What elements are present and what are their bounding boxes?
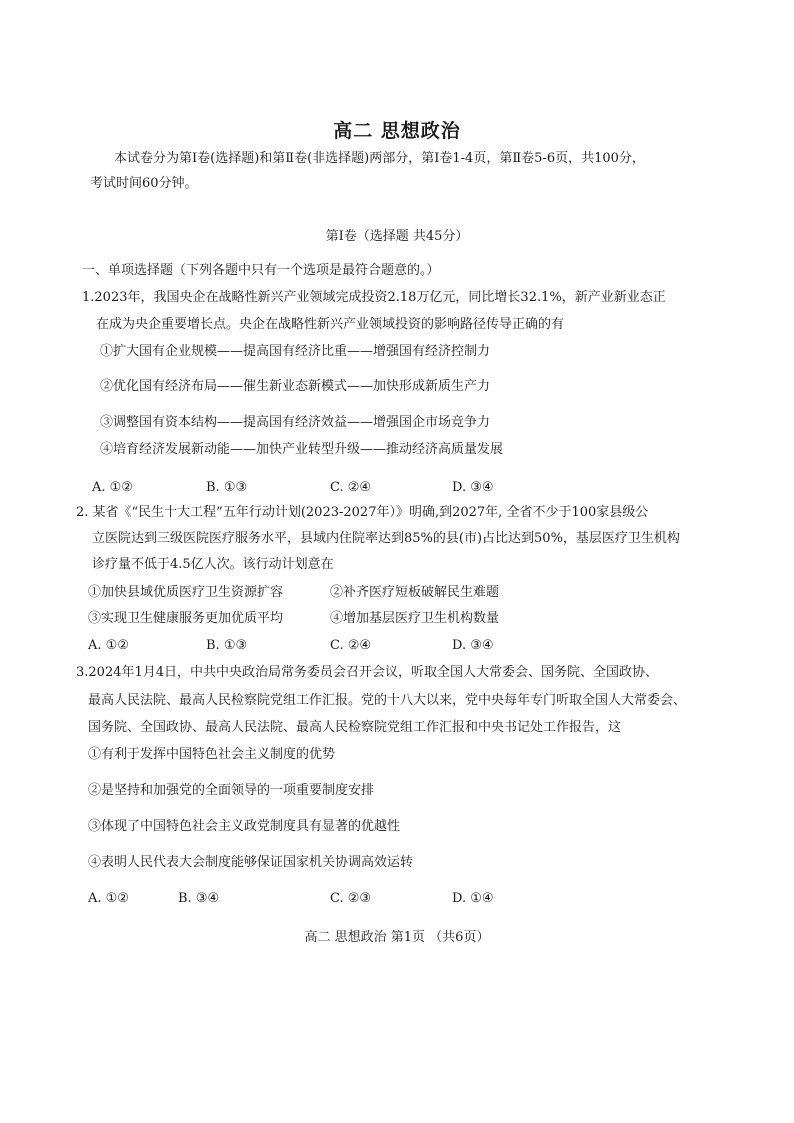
question-1-item-1: ①扩大国有企业规模——提高国有经济比重——增强国有经济控制力 [100, 344, 491, 359]
question-3-option-b: B. ③④ [178, 891, 220, 906]
question-2-item-4: ④增加基层医疗卫生机构数量 [330, 611, 500, 626]
question-1-stem-line-2: 在成为央企重要增长点。央企在战略性新兴产业领域投资的影响路径传导正确的有 [96, 317, 565, 332]
part-title: 一、单项选择题（下列各题中只有一个选项是最符合题意的。） [82, 263, 440, 278]
question-2-stem-line-1: 2. 某省《“民生十大工程”五年行动计划(2023-2027年）》明确,到2027年, 全省不少于100家县级公 [76, 505, 649, 520]
question-1-option-a: A. ①② [92, 480, 133, 495]
question-2-option-b: B. ①③ [206, 638, 248, 653]
question-1-stem-line-1: 1.2023年，我国央企在战略性新兴产业领域完成投资2.18万亿元，同比增长32.1%，新产业新业态正 [82, 290, 666, 305]
question-3-option-d: D. ①④ [452, 891, 494, 906]
question-2-option-d: D. ③④ [452, 638, 494, 653]
question-2-item-3: ③实现卫生健康服务更加优质平均 [88, 611, 284, 626]
question-3-stem-line-1: 3.2024年1月4日，中共中央政治局常务委员会召开会议，听取全国人大常委会、国务院、全国政协、 [76, 665, 659, 680]
question-3-item-3: ③体现了中国特色社会主义政党制度具有显著的优越性 [88, 819, 401, 834]
question-2-item-2: ②补齐医疗短板破解民生难题 [330, 585, 500, 600]
intro-line-2: 考试时间60分钟。 [90, 176, 198, 191]
question-2-stem-line-3: 诊疗量不低于4.5亿人次。该行动计划意在 [92, 557, 334, 572]
question-3-option-a: A. ①② [88, 891, 129, 906]
question-3-item-1: ①有利于发挥中国特色社会主义制度的优势 [88, 747, 336, 762]
question-1-item-2: ②优化国有经济布局——催生新业态新模式——加快形成新质生产力 [100, 379, 491, 394]
page-footer: 高二 思想政治 第1页 （共6页） [304, 930, 490, 945]
question-1-item-3: ③调整国有资本结构——提高国有经济效益——增强国企市场竞争力 [100, 415, 491, 430]
question-3-item-4: ④表明人民代表大会制度能够保证国家机关协调高效运转 [88, 855, 414, 870]
intro-line-1: 本试卷分为第Ⅰ卷(选择题)和第Ⅱ卷(非选择题)两部分，第Ⅰ卷1-4页，第Ⅱ卷5-6页，共100分， [114, 151, 645, 166]
question-1-option-c: C. ②④ [330, 480, 372, 495]
question-1-option-b: B. ①③ [206, 480, 248, 495]
question-1-item-4: ④培育经济发展新动能——加快产业转型升级——推动经济高质量发展 [100, 442, 504, 457]
question-2-stem-line-2: 立医院达到三级医院医疗服务水平，县域内住院率达到85%的县(市)占比达到50%，基层医疗卫生机构 [92, 531, 680, 546]
volume-title: 第Ⅰ卷（选择题 共45分） [325, 229, 469, 244]
question-2-option-c: C. ②④ [330, 638, 372, 653]
question-3-stem-line-3: 国务院、全国政协、最高人民法院、最高人民检察院党组工作汇报和中央书记处工作报告，这 [88, 720, 622, 735]
question-1-option-d: D. ③④ [452, 480, 494, 495]
question-3-item-2: ②是坚持和加强党的全面领导的一项重要制度安排 [88, 783, 375, 798]
question-3-option-c: C. ②③ [330, 891, 372, 906]
question-2-option-a: A. ①② [88, 638, 129, 653]
question-2-item-1: ①加快县域优质医疗卫生资源扩容 [88, 585, 284, 600]
question-3-stem-line-2: 最高人民法院、最高人民检察院党组工作汇报。党的十八大以来，党中央每年专门听取全国人大常委会、 [88, 693, 687, 708]
page-title: 高二 思想政治 [333, 120, 461, 142]
